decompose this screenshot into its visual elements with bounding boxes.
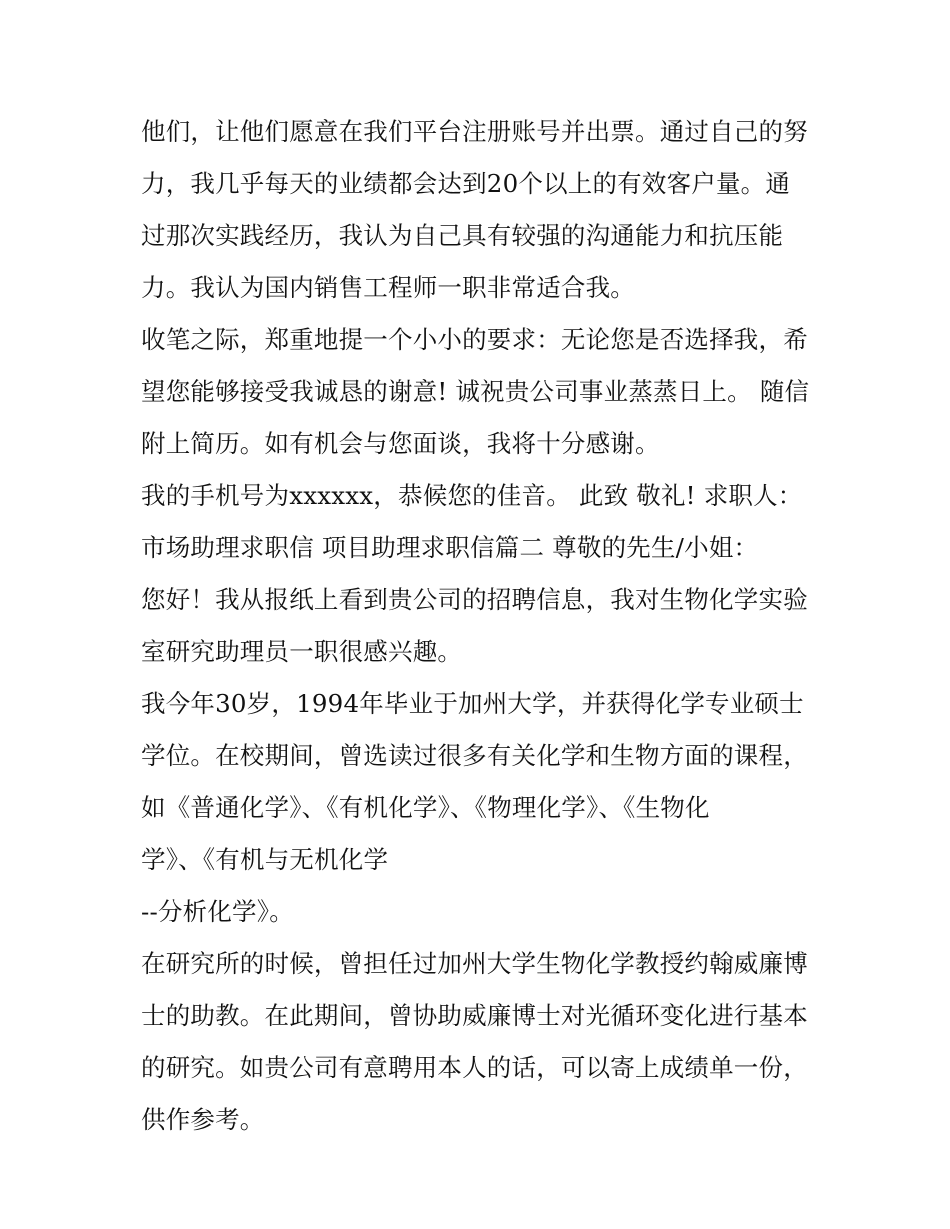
text-line: 学》、《有机与无机化学 bbox=[141, 845, 389, 874]
text-line: 的研究。如贵公司有意聘用本人的话，可以寄上成绩单一份， bbox=[141, 1053, 808, 1082]
text-line: 学位。在校期间，曾选读过很多有关化学和生物方面的课程， bbox=[141, 741, 808, 770]
text-line: 附上简历。如有机会与您面谈，我将十分感谢。 bbox=[141, 429, 660, 458]
text-line: --分析化学》。 bbox=[141, 897, 294, 926]
text-line: 望您能够接受我诚恳的谢意! 诚祝贵公司事业蒸蒸日上。 随信 bbox=[141, 377, 810, 406]
text-line: 收笔之际，郑重地提一个小小的要求：无论您是否选择我，希 bbox=[141, 325, 808, 354]
text-line: 他们，让他们愿意在我们平台注册账号并出票。通过自己的努 bbox=[141, 117, 808, 146]
text-line: 您好！我从报纸上看到贵公司的招聘信息，我对生物化学实验 bbox=[141, 585, 808, 614]
text-line: 供作参考。 bbox=[141, 1105, 265, 1134]
text-line: 我的手机号为xxxxxx，恭候您的佳音。 此致 敬礼! 求职人： bbox=[141, 481, 803, 510]
text-line: 市场助理求职信 项目助理求职信篇二 尊敬的先生/小姐： bbox=[141, 533, 759, 562]
document-body bbox=[141, 106, 821, 1146]
text-line: 士的助教。在此期间，曾协助威廉博士对光循环变化进行基本 bbox=[141, 1001, 808, 1030]
text-line: 力。我认为国内销售工程师一职非常适合我。 bbox=[141, 273, 635, 302]
text-line: 力，我几乎每天的业绩都会达到20个以上的有效客户量。通 bbox=[141, 169, 791, 198]
text-line: 如《普通化学》、《有机化学》、《物理化学》、《生物化 bbox=[141, 793, 710, 822]
text-line: 室研究助理员一职很感兴趣。 bbox=[141, 637, 463, 666]
text-line: 我今年30岁，1994年毕业于加州大学，并获得化学专业硕士 bbox=[141, 689, 804, 718]
text-line: 过那次实践经历，我认为自己具有较强的沟通能力和抗压能 bbox=[141, 221, 784, 250]
text-line: 在研究所的时候，曾担任过加州大学生物化学教授约翰威廉博 bbox=[141, 949, 808, 978]
